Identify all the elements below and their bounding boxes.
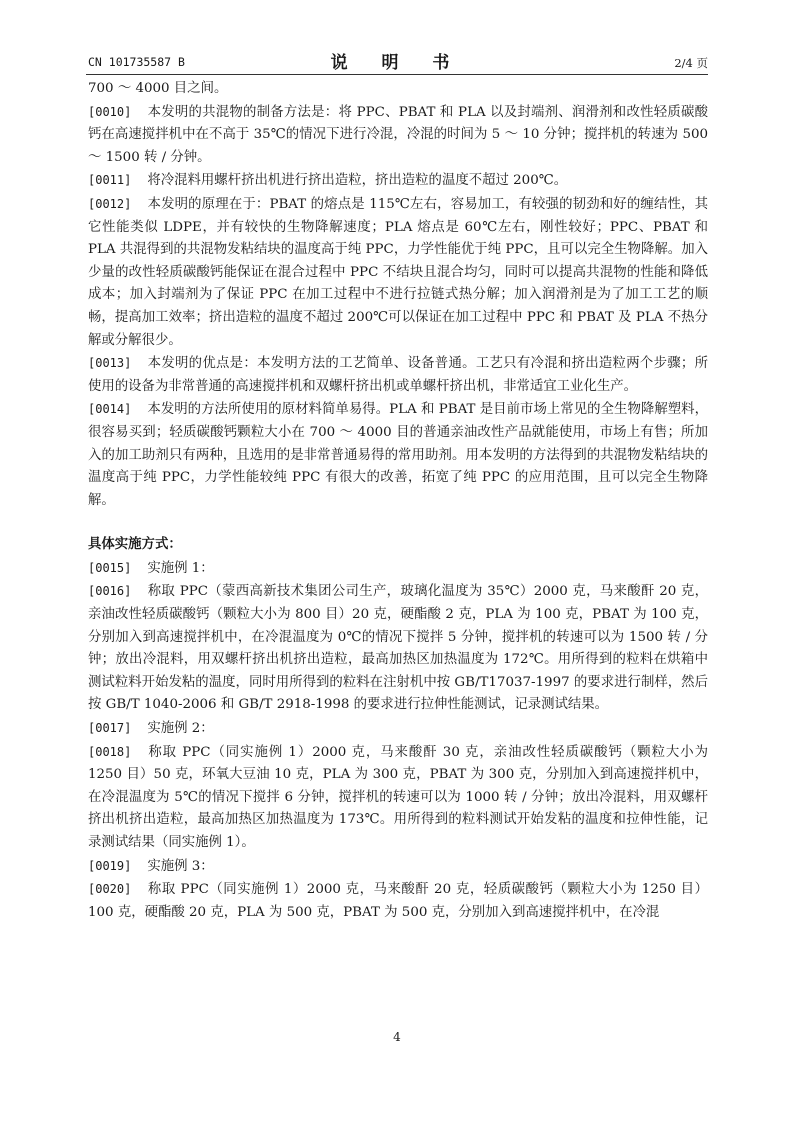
paragraph [88,193,708,352]
intro-line: 700 ～ 4000 目之间。 [88,81,228,96]
paragraph [88,557,708,581]
header-rule [86,74,708,75]
paragraph-number: [0013] [88,356,132,371]
paragraph [88,855,708,879]
page-info: 2/4 页 [674,56,708,70]
document-title: 说 明 书 [330,53,464,73]
paragraph [88,878,708,924]
paragraph-text: 本发明的原理在于：PBAT 的熔点是 115℃左右，容易加工，有较强的韧劲和好的缠结性，其它性能类似 LDPE，并有较快的生物降解速度；PLA 熔点是 60℃左右，刚性较好；PPC、PBAT 和 PLA 共混得到的共混物发粘结块的温度高于纯 PPC，力学性能优于纯 PPC，且可以完全生物降解。加入少量的改性轻质碳酸钙能保证在混合过程中 PPC 不结块且混合均匀，同时可以提高共混物的性能和降低成本；加入封端剂为了保证 PPC 在加工过程中不进行拉链式热分解；加入润滑剂是为了加工工艺的顺畅，提高加工效率；挤出造粒的温度不超过 200℃可以保证在加工过程中 PPC 和 PBAT 及 PLA 不热分解或分解很少。 [88,196,708,348]
paragraph-number: [0015] [88,560,132,575]
paragraph [88,101,708,170]
paragraph [88,717,708,741]
document-body [88,78,708,924]
paragraph-number: [0010] [88,104,132,119]
paragraph-number: [0019] [88,858,132,873]
paragraph-number: [0012] [88,196,132,211]
section-gap [88,512,708,534]
patent-number: CN 101735587 B [88,55,185,69]
page-header [86,44,708,74]
paragraph-number: [0017] [88,721,132,736]
paragraph-number: [0016] [88,584,132,599]
paragraph-text: 称取 PPC（蒙西高新技术集团公司生产，玻璃化温度为 35℃）2000 克，马来酸酐 20 克，亲油改性轻质碳酸钙（颗粒大小为 800 目）20 克，硬酯酸 2 克，PLA 为 100 克，PBAT 为 100 克，分别加入到高速搅拌机中，在冷混温度为 0℃的情况下搅拌 5 分钟，搅拌机的转速可以为 1500 转 / 分钟；放出冷混料，用双螺杆挤出机挤出造粒，最高加热区加热温度为 172℃。用所得到的粒料在烘箱中测试粒料开始发粘的温度，同时用所得到的粒料在注射机中按 GB/T17037-1997 的要求进行制样，然后按 GB/T 1040-2006 和 GB/T 2918-1998 的要求进行拉伸性能测试，记录测试结果。 [88,584,708,713]
paragraph-group-b [88,557,708,925]
paragraph-text: 本发明的方法所使用的原材料简单易得。PLA 和 PBAT 是目前市场上常见的全生物降解塑料，很容易买到；轻质碳酸钙颗粒大小在 700 ～ 4000 目的普通亲油改性产品就能使用，市场上有售；所加入的加工助剂只有两种，且选用的是非常普通易得的常用助剂。用本发明的方法得到的共混物发粘结块的温度高于纯 PPC，力学性能较纯 PPC 有很大的改善，拓宽了纯 PPC 的应用范围，且可以完全生物降解。 [88,402,708,508]
paragraph-number: [0020] [88,882,132,897]
page-number: 4 [393,1030,401,1044]
paragraph-text: 实施例 2： [147,721,214,737]
paragraph-number: [0011] [88,173,132,188]
paragraph [88,352,708,398]
paragraph-text: 实施例 3： [147,858,214,874]
paragraph-text: 称取 PPC（同实施例 1）2000 克，马来酸酐 20 克，轻质碳酸钙（颗粒大小为 1250 目）100 克，硬酯酸 20 克，PLA 为 500 克，PBAT 为 500 克，分别加入到高速搅拌机中，在冷混 [88,882,708,920]
paragraph-text: 将冷混料用螺杆挤出机进行挤出造粒，挤出造粒的温度不超过 200℃。 [147,173,568,189]
paragraph [88,398,708,512]
paragraph-text: 本发明的优点是：本发明方法的工艺简单、设备普通。工艺只有冷混和挤出造粒两个步骤；所使用的设备为非常普通的高速搅拌机和双螺杆挤出机或单螺杆挤出机，非常适宜工业化生产。 [88,356,708,394]
paragraph-text: 实施例 1： [147,560,214,576]
paragraph-group-a [88,101,708,513]
section-heading: 具体实施方式： [88,537,182,553]
paragraph-text: 称取 PPC（同实施例 1）2000 克，马来酸酐 30 克，亲油改性轻质碳酸钙（颗粒大小为 1250 目）50 克，环氧大豆油 10 克，PLA 为 300 克，PBAT 为 300 克，分别加入到高速搅拌机中，在冷混温度为 5℃的情况下搅拌 6 分钟，搅拌机的转速可以为 1000 转 / 分钟；放出冷混料，用双螺杆挤出机挤出造粒，最高加热区加热温度为 173℃。用所得到的粒料测试开始发粘的温度和拉伸性能，记录测试结果（同实施例 1）。 [88,744,708,850]
paragraph-number: [0018] [88,744,132,759]
paragraph-number: [0014] [88,402,132,417]
paragraph [88,741,708,855]
paragraph [88,169,708,193]
paragraph-text: 本发明的共混物的制备方法是：将 PPC、PBAT 和 PLA 以及封端剂、润滑剂和改性轻质碳酸钙在高速搅拌机中在不高于 35℃的情况下进行冷混，冷混的时间为 5 ～ 10 分钟；搅拌机的转速为 500 ～ 1500 转 / 分钟。 [88,104,708,165]
paragraph [88,580,708,717]
